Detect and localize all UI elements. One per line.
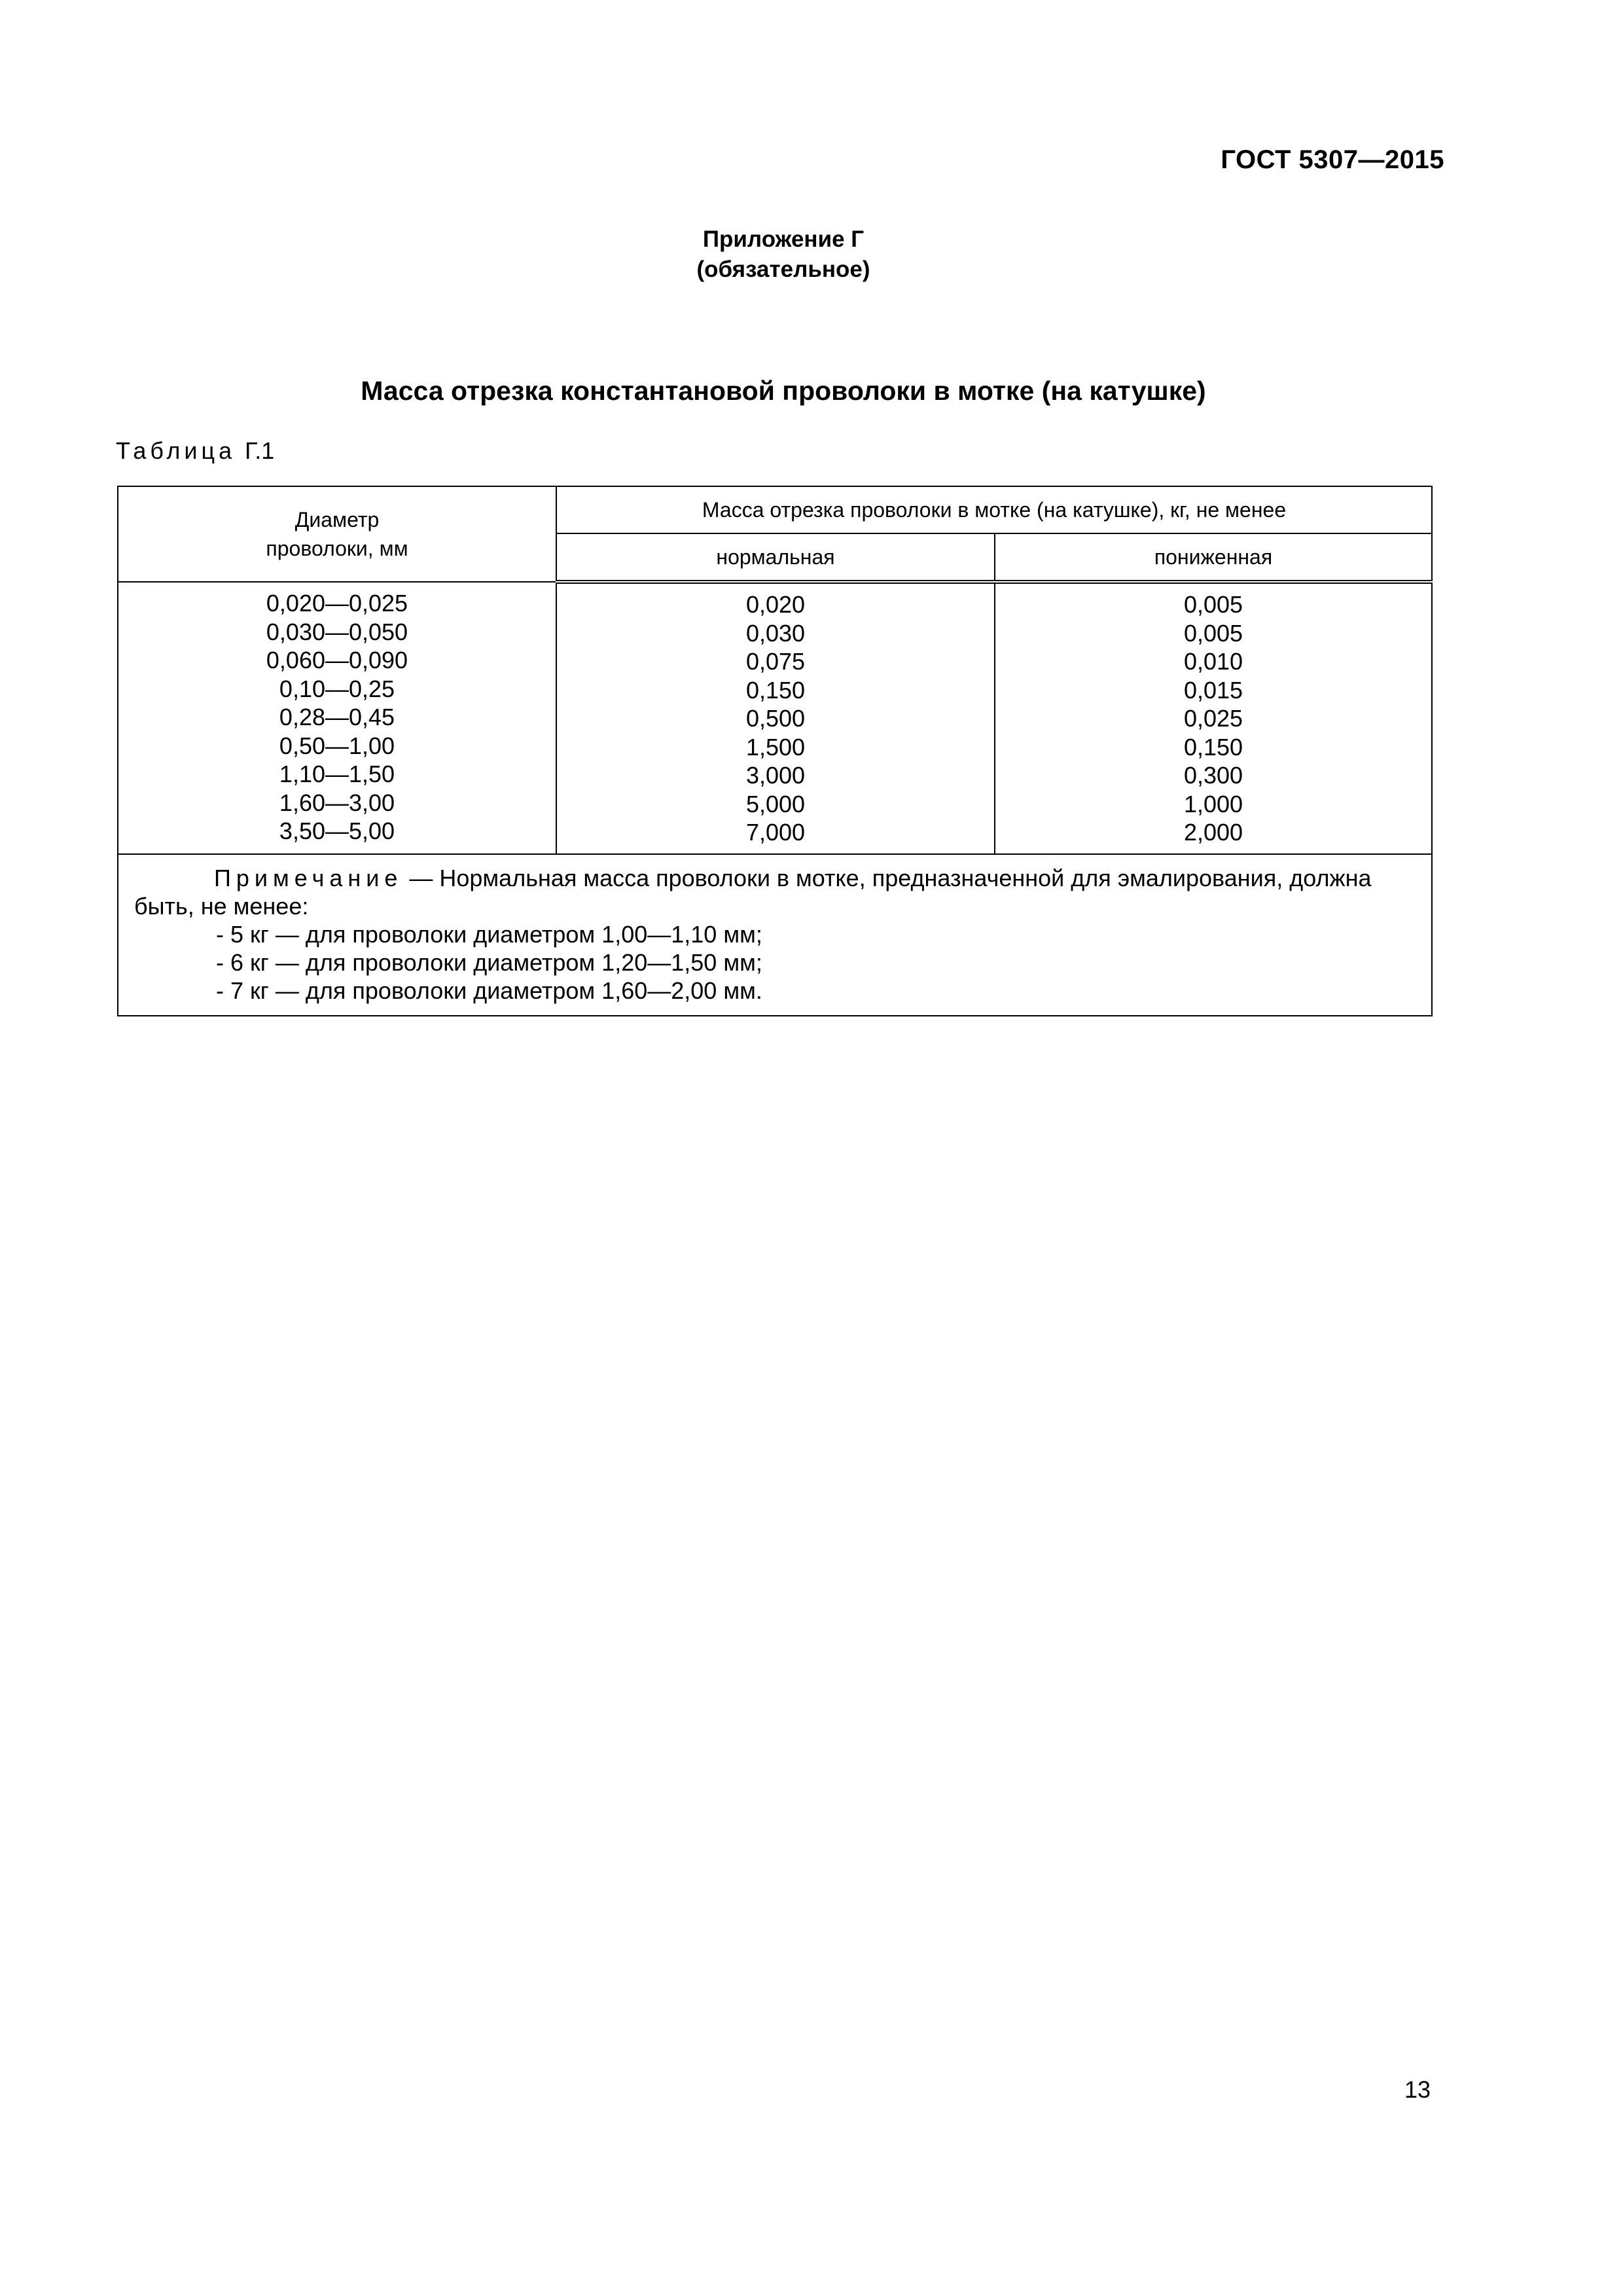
table-caption-number: Г.1	[245, 437, 275, 464]
appendix-heading	[0, 224, 1567, 285]
diameter-value: 0,060—0,090	[266, 647, 408, 673]
note-label: Примечание	[214, 864, 403, 891]
note-item: - 5 кг — для проволоки диаметром 1,00—1,10 мм;	[216, 920, 762, 948]
diameter-value: 0,10—0,25	[279, 675, 395, 702]
diameter-value: 0,020—0,025	[266, 590, 408, 617]
document-code: ГОСТ 5307—2015	[1221, 145, 1444, 174]
diameter-value: 0,50—1,00	[279, 732, 395, 759]
normal-mass-value: 0,500	[745, 705, 806, 732]
normal-mass-value: 7,000	[745, 819, 806, 846]
normal-mass-value: 5,000	[745, 790, 806, 817]
normal-mass-value: 0,020	[745, 591, 806, 618]
normal-mass-value: 0,150	[745, 676, 806, 704]
diameter-value: 3,50—5,00	[279, 817, 395, 844]
note-item: - 7 кг — для проволоки диаметром 1,60—2,00 мм.	[216, 977, 762, 1004]
table-header-row	[118, 486, 1432, 533]
column-header-mass: Масса отрезка проволоки в мотке (на катушке), кг, не менее	[556, 486, 1432, 533]
reduced-mass-value: 0,300	[1183, 762, 1243, 789]
diameter-value: 0,030—0,050	[266, 618, 408, 645]
table-note	[118, 854, 1432, 1016]
table-body-row	[118, 582, 1432, 854]
note-text: — Нормальная масса проволоки в мотке, предназначенной для эмалирования, должна быть, не менее:	[134, 864, 1372, 920]
column-header-diameter-line2: проволоки, мм	[266, 537, 408, 560]
column-header-diameter	[118, 486, 556, 582]
note-item: - 6 кг — для проволоки диаметром 1,20—1,50 мм;	[216, 948, 762, 976]
reduced-mass-value: 1,000	[1183, 790, 1243, 817]
table-caption	[116, 437, 274, 465]
diameter-value: 0,28—0,45	[279, 704, 395, 730]
reduced-mass-value: 0,015	[1183, 676, 1243, 704]
reduced-mass-value: 2,000	[1183, 819, 1243, 846]
column-header-normal: нормальная	[556, 533, 995, 582]
diameter-column	[118, 582, 556, 854]
normal-mass-column	[556, 582, 995, 854]
reduced-mass-column	[995, 582, 1432, 854]
normal-mass-value: 3,000	[745, 762, 806, 789]
page-number: 13	[1404, 2076, 1431, 2103]
column-header-reduced: пониженная	[995, 533, 1432, 582]
column-header-diameter-line1: Диаметр	[294, 508, 380, 531]
table-caption-word: Таблица	[116, 437, 236, 464]
appendix-label: Приложение Г	[702, 226, 865, 252]
reduced-mass-value: 0,010	[1183, 648, 1243, 675]
note-paragraph	[134, 864, 1417, 920]
normal-mass-value: 1,500	[745, 733, 806, 761]
normal-mass-value: 0,075	[745, 648, 806, 675]
reduced-mass-value: 0,005	[1183, 619, 1243, 647]
diameter-value: 1,10—1,50	[279, 761, 395, 787]
reduced-mass-value: 0,150	[1183, 733, 1243, 761]
appendix-status: (обязательное)	[696, 257, 870, 282]
normal-mass-value: 0,030	[745, 619, 806, 647]
diameter-value: 1,60—3,00	[279, 789, 395, 816]
reduced-mass-value: 0,025	[1183, 705, 1243, 732]
page-title: Масса отрезка константановой проволоки в мотке (на катушке)	[361, 376, 1206, 406]
reduced-mass-value: 0,005	[1183, 591, 1243, 618]
table-note-row	[118, 854, 1432, 1016]
mass-table	[117, 486, 1433, 1016]
